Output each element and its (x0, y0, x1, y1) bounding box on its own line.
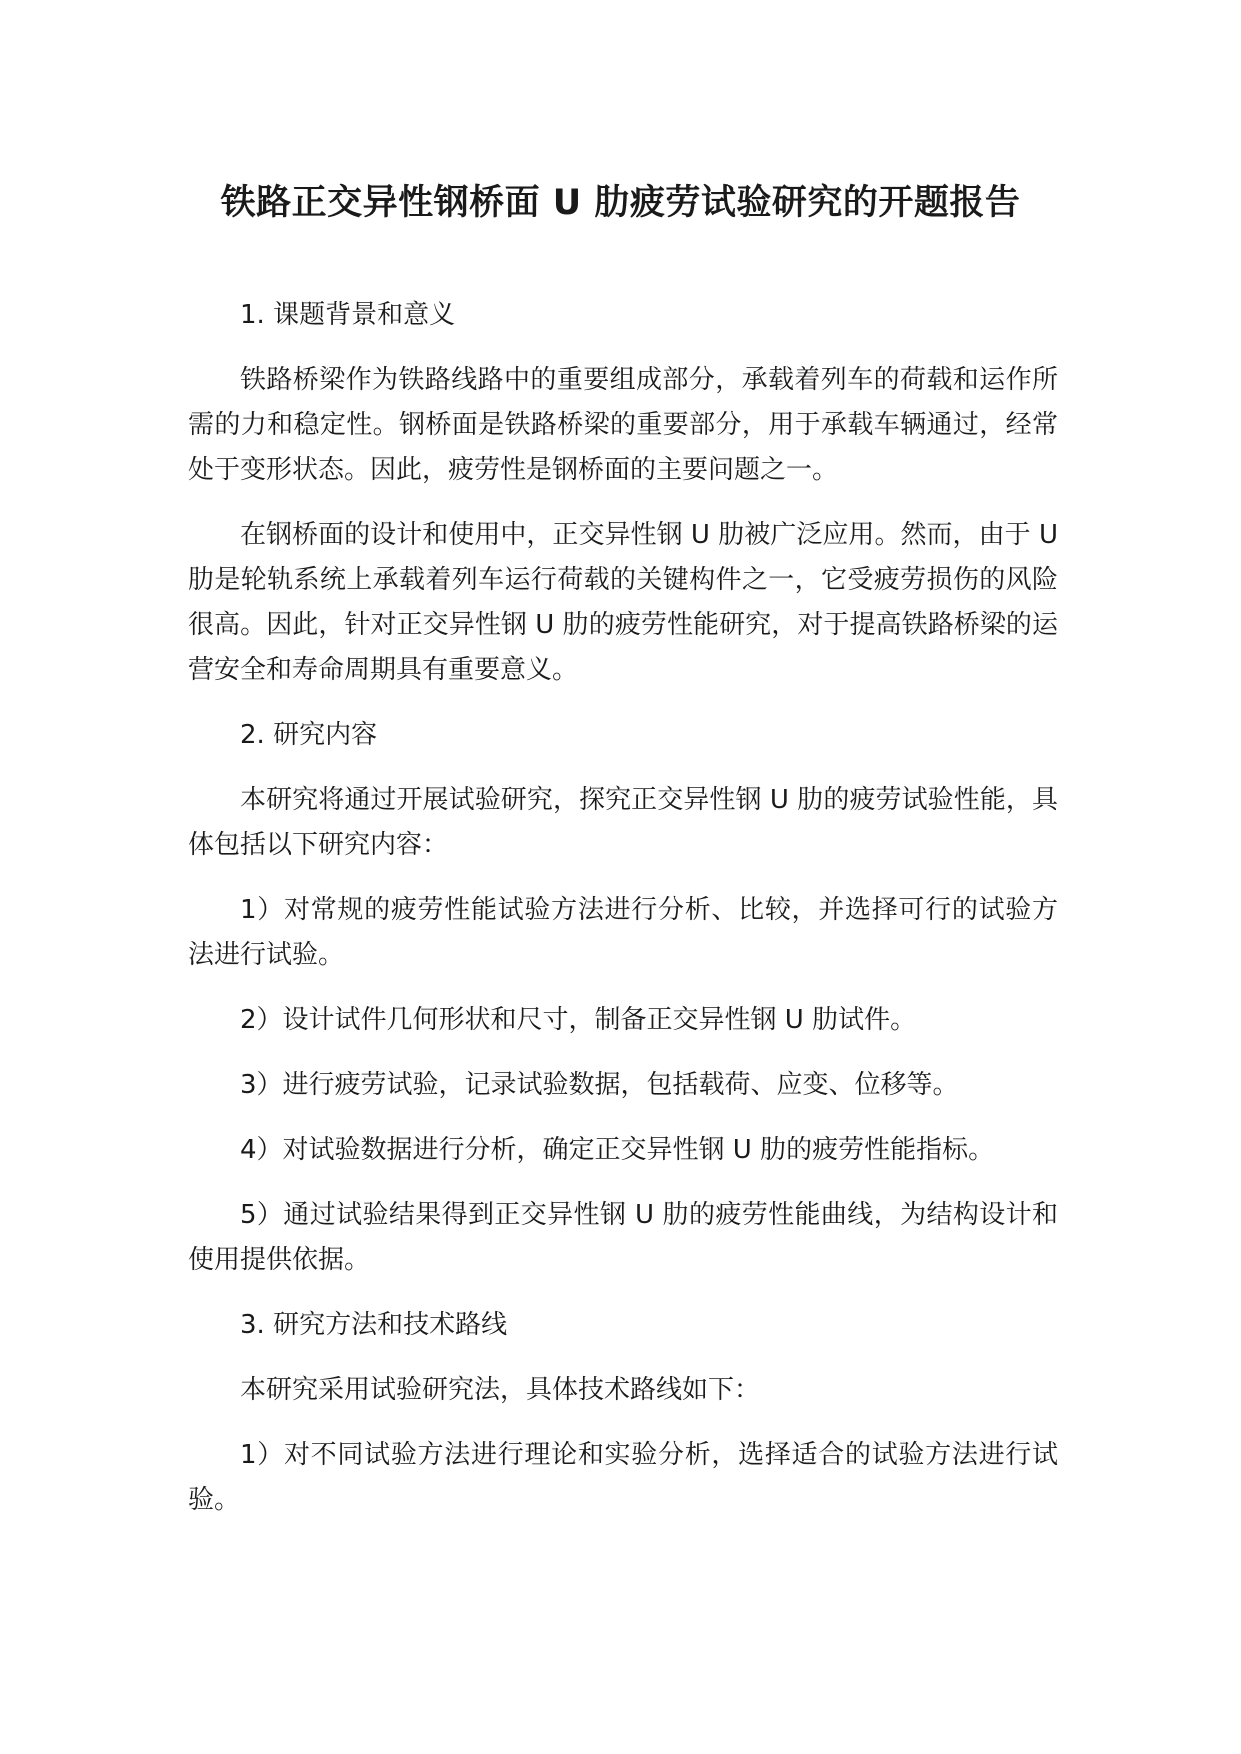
list-item: 1）对常规的疲劳性能试验方法进行分析、比较，并选择可行的试验方法进行试验。 (188, 895, 1058, 970)
list-item: 4）对试验数据进行分析，确定正交异性钢 U 肋的疲劳性能指标。 (240, 1135, 995, 1165)
paragraph: 铁路桥梁作为铁路线路中的重要组成部分，承载着列车的荷载和运作所需的力和稳定性。钢桥面是铁路桥梁的重要部分，用于承载车辆通过，经常处于变形状态。因此，疲劳性是钢桥面的主要问题之一。 (188, 365, 1058, 485)
document-body (188, 293, 1058, 1543)
list-item: 5）通过试验结果得到正交异性钢 U 肋的疲劳性能曲线，为结构设计和使用提供依据。 (188, 1200, 1058, 1275)
paragraph: 本研究采用试验研究法，具体技术路线如下： (240, 1375, 761, 1405)
section-heading-content: 2. 研究内容 (240, 720, 378, 750)
list-item: 3）进行疲劳试验，记录试验数据，包括载荷、应变、位移等。 (240, 1070, 959, 1100)
document-title: 铁路正交异性钢桥面 U 肋疲劳试验研究的开题报告 (220, 183, 1021, 223)
paragraph: 本研究将通过开展试验研究，探究正交异性钢 U 肋的疲劳试验性能，具体包括以下研究内容： (188, 785, 1058, 860)
list-item: 2）设计试件几何形状和尺寸，制备正交异性钢 U 肋试件。 (240, 1005, 917, 1035)
section-heading-background: 1. 课题背景和意义 (240, 300, 456, 330)
list-item: 1）对不同试验方法进行理论和实验分析，选择适合的试验方法进行试验。 (188, 1440, 1058, 1515)
section-heading-method: 3. 研究方法和技术路线 (240, 1310, 508, 1340)
paragraph: 在钢桥面的设计和使用中，正交异性钢 U 肋被广泛应用。然而，由于 U 肋是轮轨系统上承载着列车运行荷载的关键构件之一，它受疲劳损伤的风险很高。因此，针对正交异性钢 U 肋的疲劳性能研究，对于提高铁路桥梁的运营安全和寿命周期具有重要意义。 (188, 520, 1058, 685)
